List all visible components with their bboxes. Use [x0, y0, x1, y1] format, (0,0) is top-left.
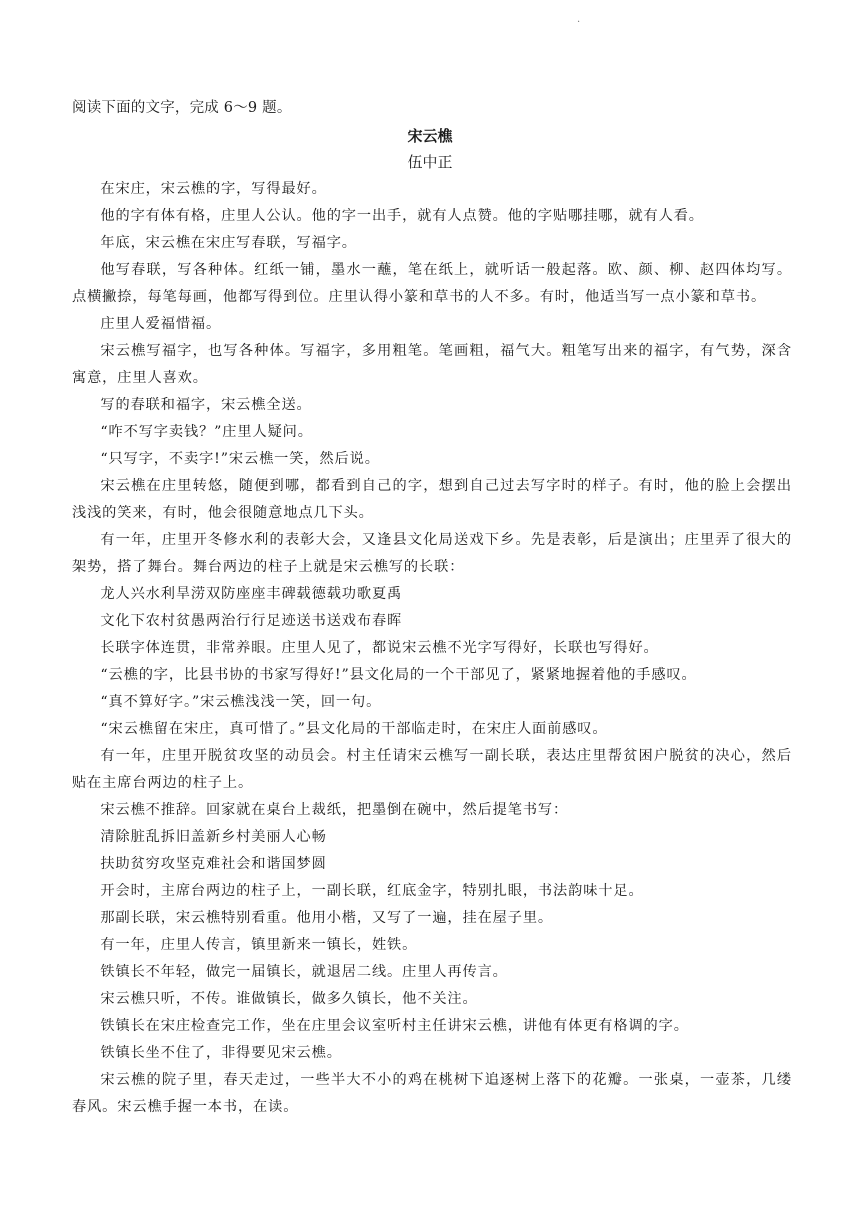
paragraph: 长联字体连贯，非常养眼。庄里人见了，都说宋云樵不光字写得好，长联也写得好。 [100, 640, 659, 656]
paragraph: 宋云樵写福字，也写各种体。写福字，多用粗笔。笔画粗，福气大。粗笔写出来的福字，有气势，深含寓意，庄里人喜欢。 [72, 343, 792, 386]
paragraph: 他写春联，写各种体。红纸一铺，墨水一蘸，笔在纸上，就听话一般起落。欧、颜、柳、赵四体均写。点横撇捺，每笔每画，他都写得到位。庄里认得小篆和草书的人不多。有时，他适当写一点小篆和草书。 [72, 262, 792, 305]
paragraph: “真不算好字。”宋云樵浅浅一笑，回一句。 [100, 694, 382, 710]
paragraph: 铁镇长不年轻，做完一届镇长，就退居二线。庄里人再传言。 [100, 964, 508, 980]
paragraph: 写的春联和福字，宋云樵全送。 [100, 397, 312, 413]
paragraph: 龙人兴水利旱涝双防座座丰碑载德载功歌夏禹 [100, 586, 403, 602]
paragraph: 铁镇长坐不住了，非得要见宋云樵。 [100, 1045, 342, 1061]
paragraph: 铁镇长在宋庄检查完工作，坐在庄里会议室听村主任讲宋云樵，讲他有体更有格调的字。 [100, 1018, 689, 1034]
paragraph: “云樵的字，比县书协的书家写得好!”县文化局的一个干部见了，紧紧地握着他的手感叹。 [100, 667, 697, 683]
paragraph: 开会时，主席台两边的柱子上，一副长联，红底金字，特别扎眼，书法韵味十足。 [100, 883, 644, 899]
paragraph: 他的字有体有格，庄里人公认。他的字一出手，就有人点赞。他的字贴哪挂哪，就有人看。 [100, 208, 704, 224]
article-body [72, 176, 792, 1121]
article-title: 宋云樵 [407, 127, 453, 145]
paragraph: 庄里人爱福惜福。 [100, 316, 222, 332]
paragraph: 有一年，庄里开脱贫攻坚的动员会。村主任请宋云樵写一副长联，表达庄里帮贫困户脱贫的决心，然后贴在主席台两边的柱子上。 [72, 748, 792, 791]
paragraph: “咋不写字卖钱？”庄里人疑问。 [100, 424, 313, 440]
paragraph: 在宋庄，宋云樵的字，写得最好。 [100, 181, 327, 197]
paragraph: 宋云樵不推辞。回家就在桌台上裁纸，把墨倒在碗中，然后提笔书写： [100, 802, 569, 818]
paragraph: “宋云樵留在宋庄，真可惜了。”县文化局的干部临走时，在宋庄人面前感叹。 [100, 721, 608, 737]
paragraph: 宋云樵在庄里转悠，随便到哪，都看到自己的字，想到自己过去写字时的样子。有时，他的脸上会摆出浅浅的笑来，有时，他会很随意地点几下头。 [72, 478, 792, 521]
paragraph: 清除脏乱拆旧盖新乡村美丽人心畅 [100, 829, 327, 845]
paragraph: 扶助贫穷攻坚克难社会和谐国梦圆 [100, 856, 327, 872]
article-author: 伍中正 [407, 153, 453, 171]
paragraph: 有一年，庄里人传言，镇里新来一镇长，姓铁。 [100, 937, 418, 953]
paragraph: 宋云樵只听，不传。谁做镇长，做多久镇长，他不关注。 [100, 991, 478, 1007]
paragraph: 年底，宋云樵在宋庄写春联，写福字。 [100, 235, 357, 251]
paragraph: 宋云樵的院子里，春天走过，一些半大不小的鸡在桃树下追逐树上落下的花瓣。一张桌，一壶茶，几缕春风。宋云樵手握一本书，在读。 [72, 1072, 792, 1115]
question-instruction: 阅读下面的文字，完成 6～9 题。 [72, 100, 292, 116]
header-mark: . [577, 14, 581, 25]
paragraph: 那副长联，宋云樵特别看重。他用小楷，又写了一遍，挂在屋子里。 [100, 910, 554, 926]
paragraph: 有一年，庄里开冬修水利的表彰大会，又逢县文化局送戏下乡。先是表彰，后是演出；庄里弄了很大的架势，搭了舞台。舞台两边的柱子上就是宋云樵写的长联： [72, 532, 792, 575]
paragraph: “只写字，不卖字!”宋云樵一笑，然后说。 [100, 451, 380, 467]
paragraph: 文化下农村贫愚两治行行足迹送书送戏布春晖 [100, 613, 403, 629]
